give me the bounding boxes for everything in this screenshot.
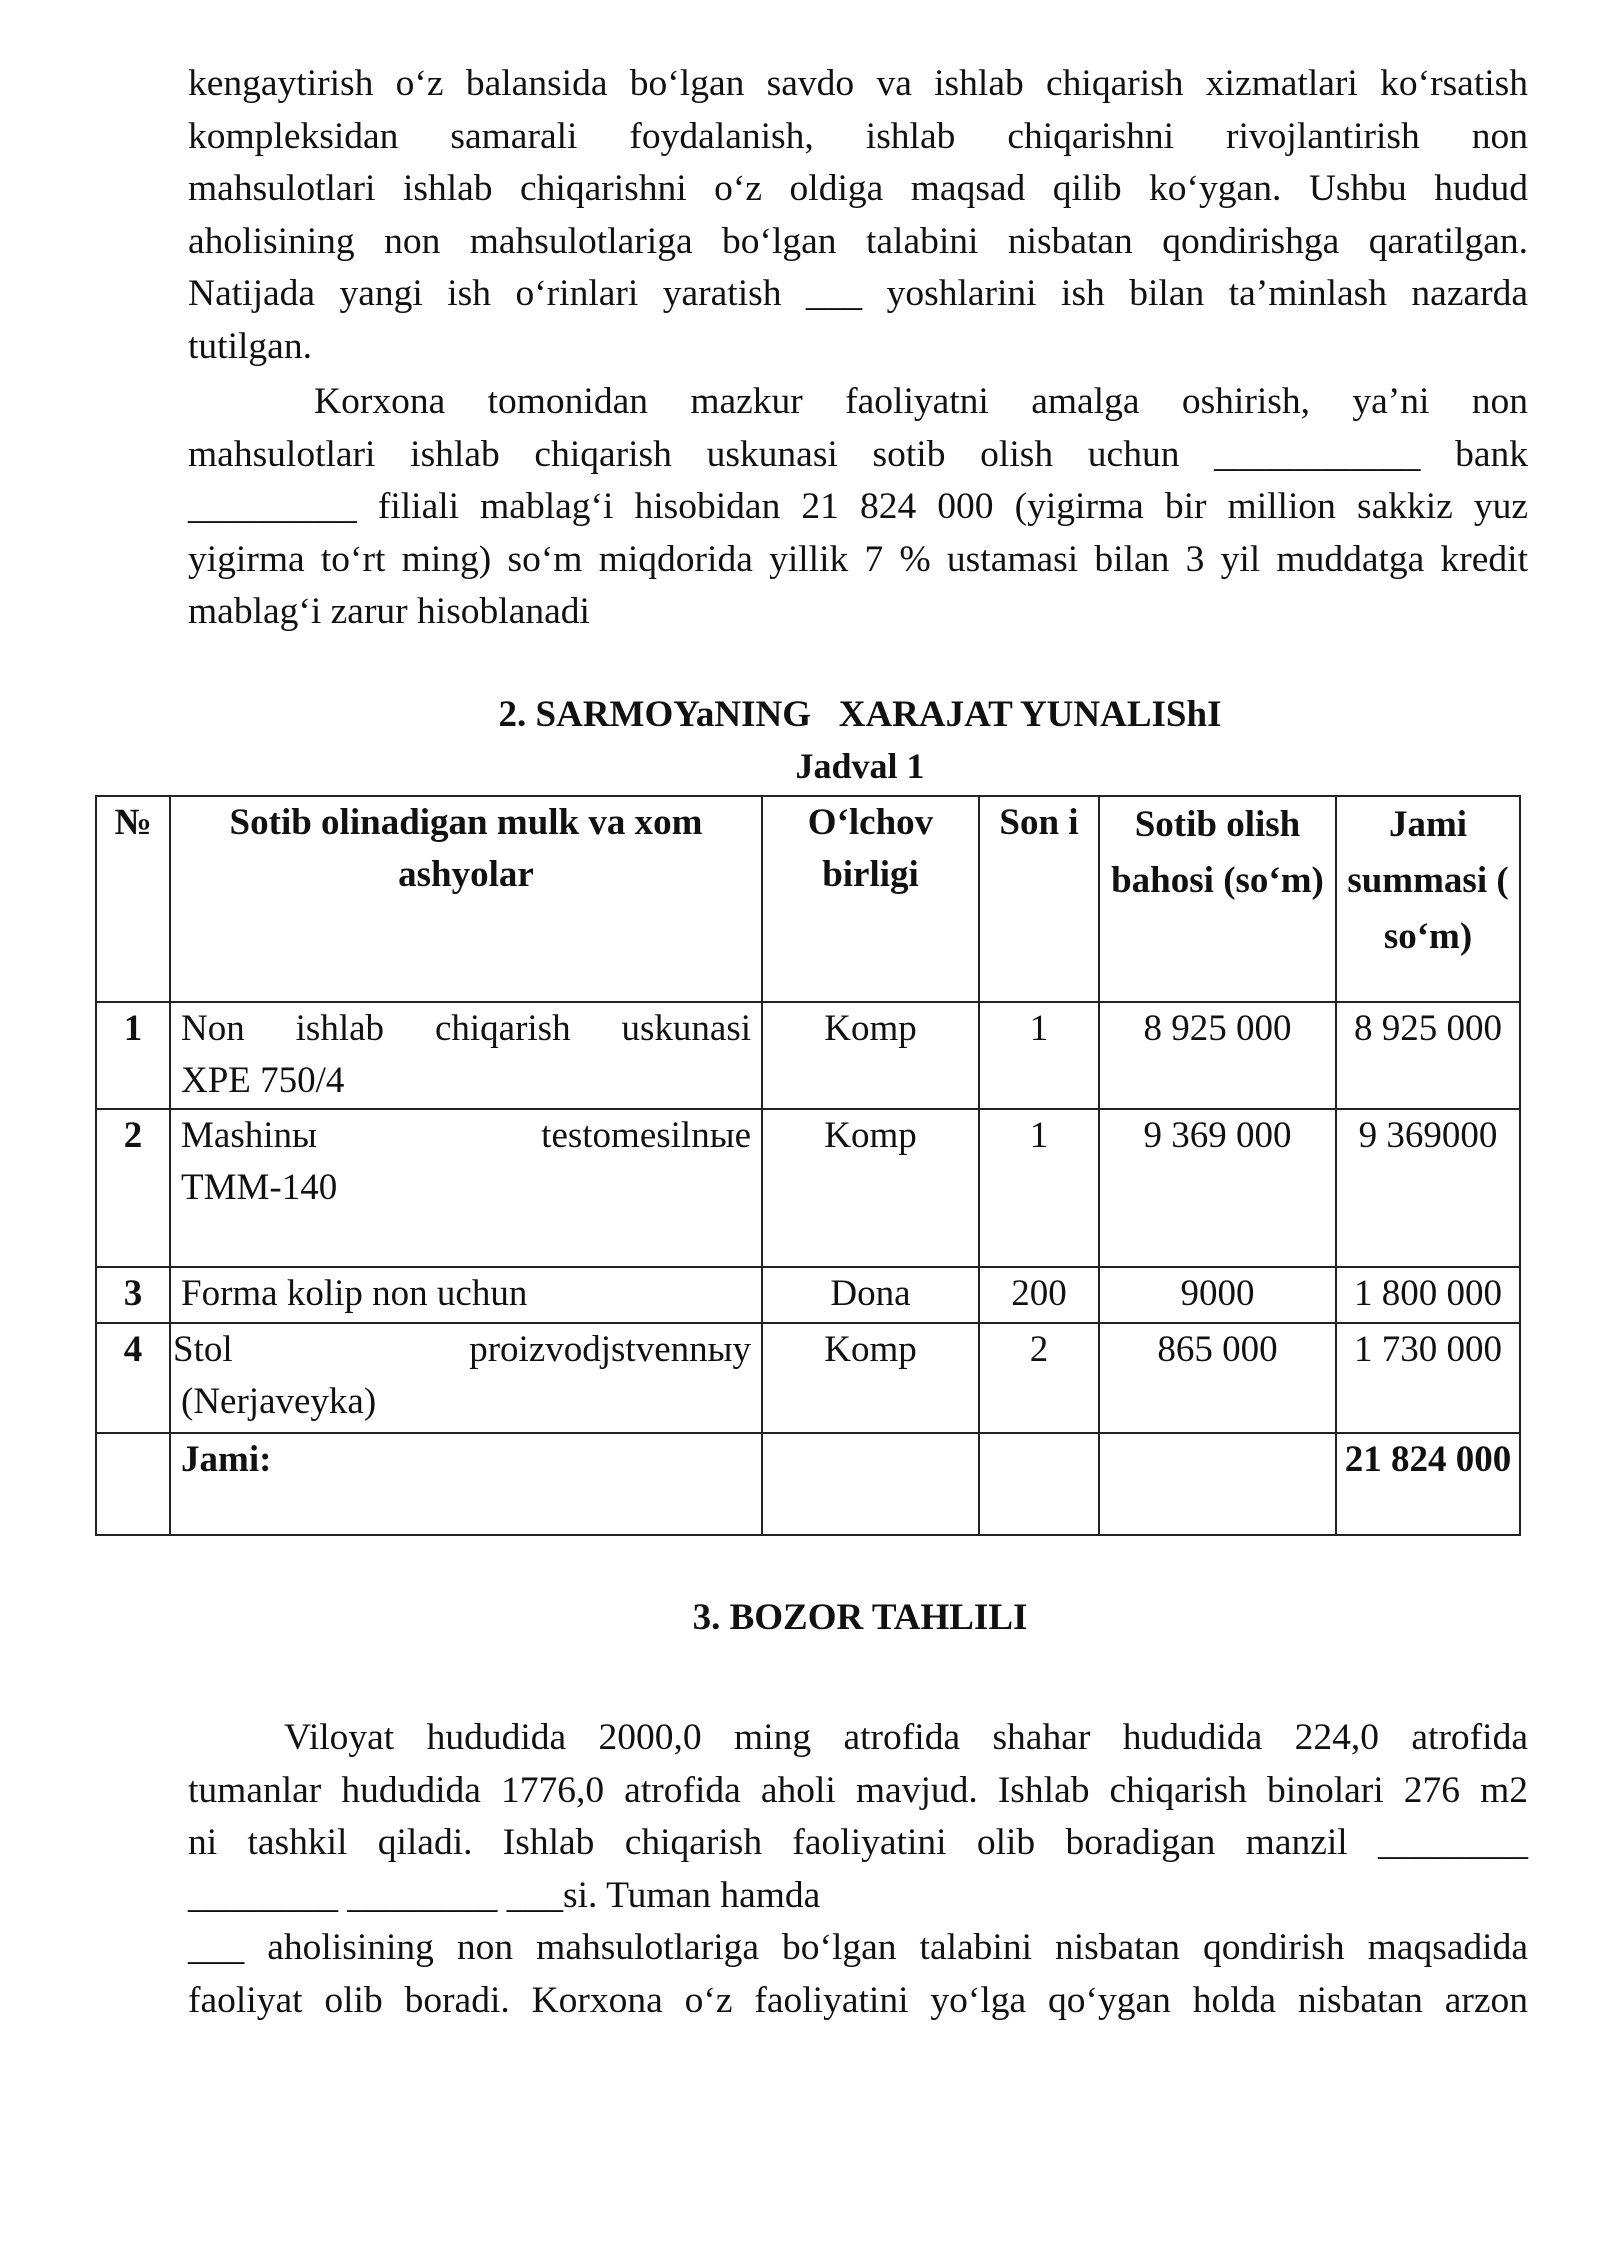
text-line: ___ aholisining non mahsulotlariga bo‘lgan talabini nisbatan qondirish maqsadida [188, 1927, 1528, 1968]
row-name-line: Non ishlab chiqarish uskunasi [181, 1008, 751, 1049]
text-line: tutilgan. [188, 325, 312, 367]
section-heading: 2. SARMOYaNING XARAJAT YUNALIShI [498, 694, 1222, 735]
row-price: 9 369 000 [1099, 1109, 1336, 1267]
total-no-cell [96, 1433, 170, 1535]
text-line: ________ ________ ___si. Tuman hamda [188, 1874, 821, 1916]
text-line: ni tashkil qiladi. Ishlab chiqarish faoliyatini olib boradigan manzil ________ [188, 1822, 1528, 1863]
total-sum: 21 824 000 [1336, 1433, 1520, 1535]
text-line: faoliyat olib boradi. Korxona o‘z faoliyatini yo‘lga qo‘ygan holda nisbatan arzon [188, 1979, 1528, 2021]
row-name-line: (Nerjaveyka) [181, 1381, 377, 1422]
row-price: 8 925 000 [1099, 1002, 1336, 1109]
total-unit-cell [762, 1433, 979, 1535]
header-unit: O‘lchov birligi [762, 796, 979, 1002]
row-sum: 8 925 000 [1336, 1002, 1520, 1109]
row-no: 3 [96, 1267, 170, 1323]
text-line: yigirma to‘rt ming) so‘m miqdorida yillik 7 % ustamasi bilan 3 yil muddatga kredit [188, 538, 1528, 580]
text-line: mahsulotlari ishlab chiqarishni o‘z oldiga maqsad qilib ko‘ygan. Ushbu hudud [188, 168, 1528, 209]
text-line: mablag‘i zarur hisoblanadi [188, 591, 590, 632]
text-line: Korxona tomonidan mazkur faoliyatni amalga oshirish, ya’ni non [314, 381, 1528, 422]
expense-table [95, 795, 1521, 1536]
table-header-row [96, 796, 1520, 1002]
text-line: _________ filiali mablag‘i hisobidan 21 824 000 (yigirma bir million sakkiz yuz [188, 486, 1528, 527]
table-row [96, 1323, 1520, 1433]
header-qty: Son i [979, 796, 1099, 1002]
table-total-row [96, 1433, 1520, 1535]
row-qty: 1 [979, 1109, 1099, 1267]
row-name: Forma kolip non uchun [170, 1267, 762, 1323]
header-no: № [96, 796, 170, 1002]
paragraph-intro [188, 58, 1528, 373]
row-sum: 9 369000 [1336, 1109, 1520, 1267]
row-qty: 2 [979, 1323, 1099, 1433]
row-price: 9000 [1099, 1267, 1336, 1323]
text-line: mahsulotlari ishlab chiqarish uskunasi sotib olish uchun ___________ bank [188, 433, 1528, 475]
row-name-line: XPE 750/4 [181, 1060, 345, 1101]
row-name-line: Stol proizvodjstvennыy [173, 1329, 751, 1370]
row-unit: Dona [762, 1267, 979, 1323]
row-no: 2 [96, 1109, 170, 1267]
row-unit: Komp [762, 1109, 979, 1267]
table-row [96, 1267, 1520, 1323]
row-name [170, 1323, 762, 1433]
text-line: aholisining non mahsulotlariga bo‘lgan talabini nisbatan qondirishga qaratilgan. [188, 220, 1528, 262]
row-no: 4 [96, 1323, 170, 1433]
table-row [96, 1109, 1520, 1267]
text-line: Natijada yangi ish o‘rinlari yaratish ___ yoshlarini ish bilan ta’minlash nazarda [188, 273, 1528, 314]
header-name: Sotib olinadigan mulk va xom ashyolar [170, 796, 762, 1002]
text-line: tumanlar hududida 1776,0 atrofida aholi mavjud. Ishlab chiqarish binolari 276 m2 [188, 1769, 1528, 1811]
table-caption: Jadval 1 [795, 746, 925, 786]
row-name [170, 1109, 762, 1267]
text-line: kompleksidan samarali foydalanish, ishlab chiqarishni rivojlantirish non [188, 115, 1528, 157]
row-qty: 200 [979, 1267, 1099, 1323]
row-sum: 1 730 000 [1336, 1323, 1520, 1433]
total-price-cell [1099, 1433, 1336, 1535]
row-name-line: TMM-140 [181, 1167, 338, 1208]
total-label: Jami: [170, 1433, 762, 1535]
row-sum: 1 800 000 [1336, 1267, 1520, 1323]
row-price: 865 000 [1099, 1323, 1336, 1433]
paragraph-credit [188, 376, 1528, 639]
table-row [96, 1002, 1520, 1109]
header-sum: Jami summasi ( so‘m) [1336, 796, 1520, 1002]
row-qty: 1 [979, 1002, 1099, 1109]
row-no: 1 [96, 1002, 170, 1109]
row-name-line: Mashinы testomesilnыe [181, 1115, 751, 1156]
row-unit: Komp [762, 1002, 979, 1109]
total-qty-cell [979, 1433, 1099, 1535]
row-unit: Komp [762, 1323, 979, 1433]
section-heading: 3. BOZOR TAHLILI [692, 1597, 1028, 1638]
paragraph-market [188, 1712, 1528, 2027]
text-line: kengaytirish o‘z balansida bo‘lgan savdo va ishlab chiqarish xizmatlari ko‘rsatish [188, 63, 1528, 104]
text-line: Viloyat hududida 2000,0 ming atrofida shahar hududida 224,0 atrofida [284, 1717, 1528, 1758]
row-name [170, 1002, 762, 1109]
header-price: Sotib olish bahosi (so‘m) [1099, 796, 1336, 1002]
